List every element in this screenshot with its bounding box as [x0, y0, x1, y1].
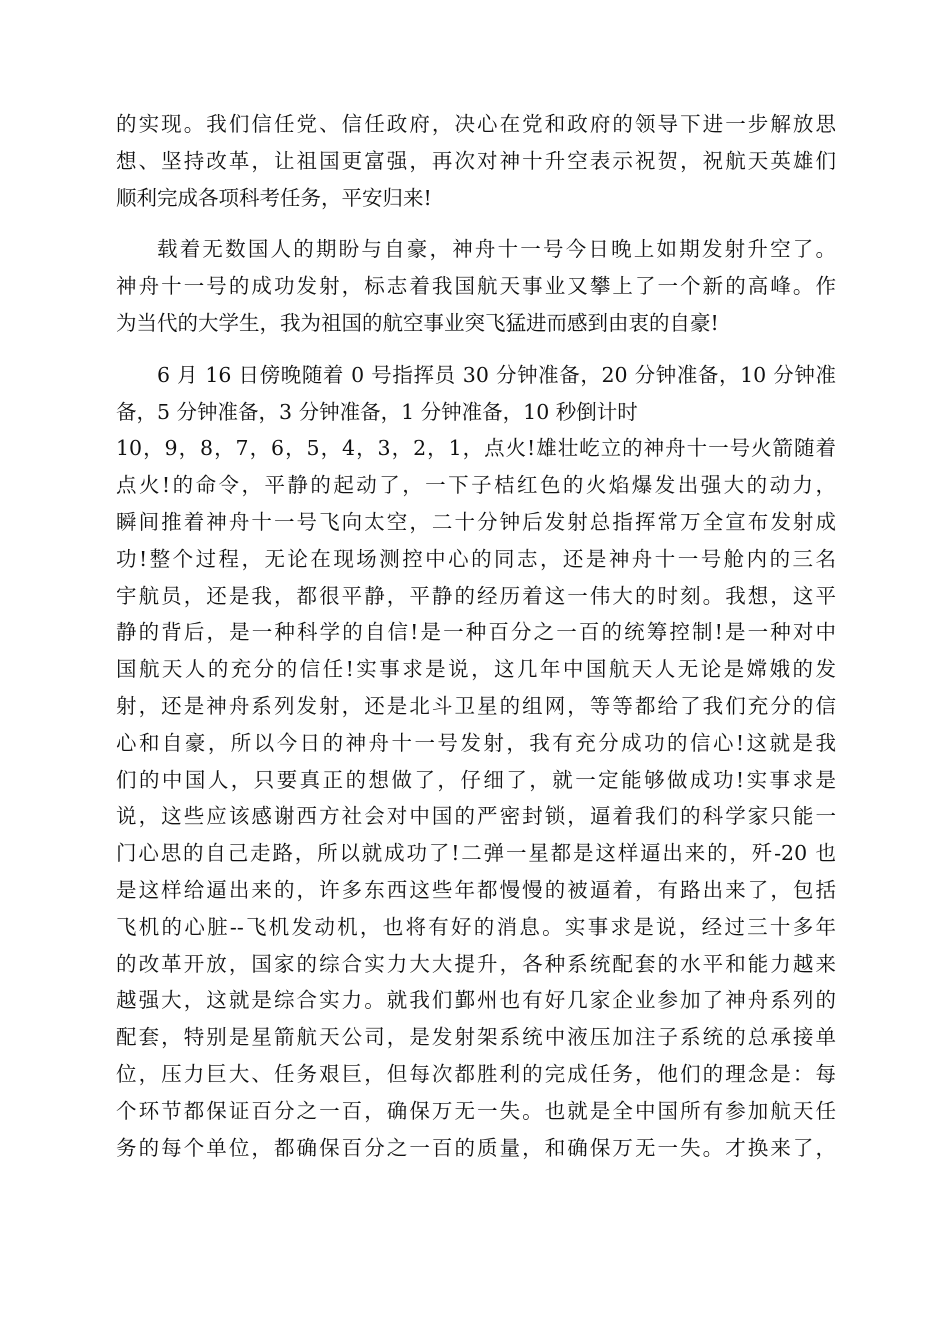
- paragraph-spacer: [116, 342, 836, 357]
- document-body: [116, 106, 836, 1166]
- paragraph-3-line-5: 瞬间推着神舟十一号飞向太空，二十分钟后发射总指挥常万全宣布发射成: [116, 509, 836, 534]
- paragraph-2-line-2: 神舟十一号的成功发射，标志着我国航天事业又攀上了一个新的高峰。作: [116, 274, 836, 299]
- paragraph-3-line-2: 备，5 分钟准备，3 分钟准备，1 分钟准备，10 秒倒计时: [116, 399, 638, 424]
- paragraph-3-line-11: 心和自豪，所以今日的神舟十一号发射，我有充分成功的信心!这就是我: [116, 730, 836, 755]
- paragraph-3-line-13: 说，这些应该感谢西方社会对中国的严密封锁，逼着我们的科学家只能一: [116, 804, 836, 829]
- paragraph-3-line-1: 6 月 16 日傍晚随着 0 号指挥员 30 分钟准备，20 分钟准备，10 分钟准: [157, 362, 836, 387]
- paragraph-1-line-3: 顺利完成各项科考任务，平安归来!: [116, 185, 432, 210]
- paragraph-3-line-20: 位，压力巨大、任务艰巨，但每次都胜利的完成任务，他们的理念是：每: [116, 1061, 836, 1086]
- paragraph-spacer: [116, 216, 836, 231]
- paragraph-1-line-2: 想、坚持改革，让祖国更富强，再次对神十升空表示祝贺，祝航天英雄们: [116, 148, 836, 173]
- paragraph-3-line-22: 务的每个单位，都确保百分之一百的质量，和确保万无一失。才换来了，: [116, 1135, 836, 1160]
- paragraph-3-line-6: 功!整个过程，无论在现场测控中心的同志，还是神舟十一号舱内的三名: [116, 546, 836, 571]
- paragraph-3-line-17: 的改革开放，国家的综合实力大大提升，各种系统配套的水平和能力越来: [116, 951, 836, 976]
- paragraph-2-line-1: 载着无数国人的期盼与自豪，神舟十一号今日晚上如期发射升空了。: [157, 237, 836, 262]
- paragraph-3-line-4: 点火!的命令，平静的起动了，一下子桔红色的火焰爆发出强大的动力，: [116, 473, 836, 498]
- paragraph-2-line-3: 为当代的大学生，我为祖国的航空事业突飞猛进而感到由衷的自豪!: [116, 310, 719, 335]
- paragraph-3-line-8: 静的背后，是一种科学的自信!是一种百分之一百的统筹控制!是一种对中: [116, 620, 836, 645]
- paragraph-3-line-10: 射，还是神舟系列发射，还是北斗卫星的组网，等等都给了我们充分的信: [116, 693, 836, 718]
- paragraph-3-line-9: 国航天人的充分的信任!实事求是说，这几年中国航天人无论是嫦娥的发: [116, 657, 836, 682]
- paragraph-3-line-7: 宇航员，还是我，都很平静，平静的经历着这一伟大的时刻。我想，这平: [116, 583, 836, 608]
- paragraph-3-line-14: 门心思的自己走路，所以就成功了!二弹一星都是这样逼出来的，歼-20 也: [116, 841, 836, 866]
- paragraph-3-line-15: 是这样给逼出来的，许多东西这些年都慢慢的被逼着，有路出来了，包括: [116, 877, 836, 902]
- paragraph-3-line-3: 10，9，8，7，6，5，4，3，2，1，点火!雄壮屹立的神舟十一号火箭随着: [116, 436, 836, 461]
- paragraph-3-line-12: 们的中国人，只要真正的想做了，仔细了，就一定能够做成功!实事求是: [116, 767, 836, 792]
- paragraph-3-line-21: 个环节都保证百分之一百，确保万无一失。也就是全中国所有参加航天任: [116, 1098, 836, 1123]
- paragraph-1-line-1: 的实现。我们信任党、信任政府，决心在党和政府的领导下进一步解放思: [116, 112, 836, 136]
- paragraph-3-line-19: 配套，特别是星箭航天公司，是发射架系统中液压加注子系统的总承接单: [116, 1025, 836, 1050]
- paragraph-3-line-16: 飞机的心脏--飞机发动机，也将有好的消息。实事求是说，经过三十多年: [116, 914, 836, 939]
- paragraph-3-line-18: 越强大，这就是综合实力。就我们鄞州也有好几家企业参加了神舟系列的: [116, 988, 836, 1013]
